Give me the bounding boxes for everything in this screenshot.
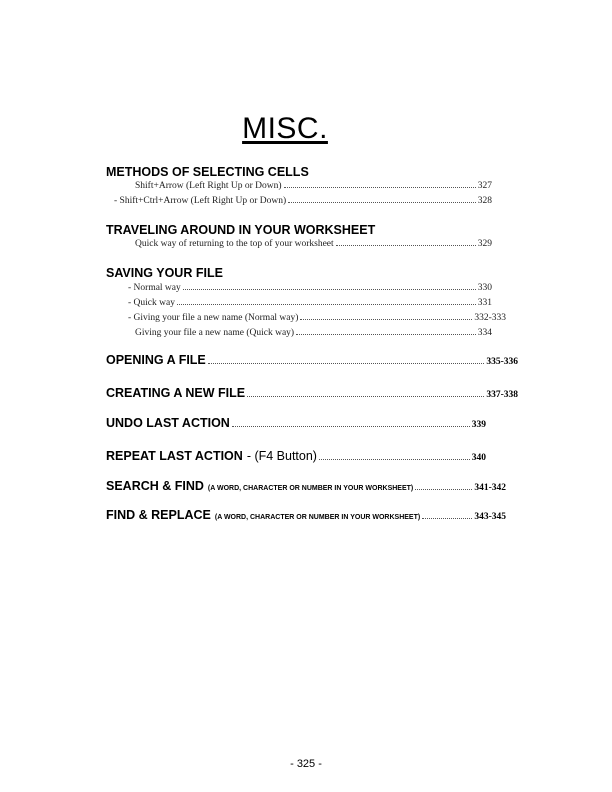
dot-leader <box>183 289 476 290</box>
toc-page-number: 335-336 <box>486 357 518 367</box>
page-number-footer: - 325 - <box>290 758 322 770</box>
toc-heading-text: SEARCH & FIND <box>106 479 204 493</box>
toc-heading-text: FIND & REPLACE <box>106 508 211 522</box>
toc-entry-text: - Quick way <box>128 298 175 308</box>
dot-leader <box>296 334 476 335</box>
toc-heading-undo <box>106 416 486 430</box>
toc-heading-creating <box>106 386 518 400</box>
toc-heading-repeat <box>106 449 486 463</box>
toc-entry-text: Quick way of returning to the top of your worksheet <box>135 239 334 249</box>
toc-entry <box>128 283 492 293</box>
toc-page-number: 328 <box>477 196 492 206</box>
toc-page-number: 343-345 <box>474 512 506 522</box>
toc-heading-text: OPENING A FILE <box>106 353 206 367</box>
dot-leader <box>208 363 485 364</box>
dot-leader <box>336 245 476 246</box>
toc-entry <box>135 239 492 249</box>
dot-leader <box>415 489 472 490</box>
toc-page-number: 334 <box>477 328 492 338</box>
toc-page-number: 341-342 <box>474 483 506 493</box>
toc-heading-selecting-cells <box>106 165 309 179</box>
toc-entry <box>114 196 492 206</box>
toc-entry <box>135 328 492 338</box>
toc-page-number: 327 <box>477 181 492 191</box>
toc-page-number: 331 <box>477 298 492 308</box>
toc-heading-text: SAVING YOUR FILE <box>106 266 223 280</box>
toc-page-number: 340 <box>471 453 486 463</box>
toc-heading-note: (A WORD, CHARACTER OR NUMBER IN YOUR WORKSHEET) <box>207 485 414 492</box>
toc-heading-text: METHODS OF SELECTING CELLS <box>106 165 309 179</box>
dot-leader <box>284 187 476 188</box>
toc-heading-text: CREATING A NEW FILE <box>106 386 246 400</box>
toc-entry <box>135 181 492 191</box>
toc-entry-text: Shift+Arrow (Left Right Up or Down) <box>135 181 282 191</box>
toc-page-number: 337-338 <box>486 390 518 400</box>
toc-heading-suffix: - (F4 Button) <box>246 449 317 463</box>
toc-heading-traveling <box>106 223 375 237</box>
toc-heading-search-find <box>106 479 506 493</box>
toc-entry <box>128 298 492 308</box>
toc-heading-text: UNDO LAST ACTION <box>106 416 230 430</box>
dot-leader <box>177 304 476 305</box>
toc-page-number: 329 <box>477 239 492 249</box>
page-title: MISC. <box>242 112 328 145</box>
dot-leader <box>247 396 484 397</box>
dot-leader <box>300 319 472 320</box>
toc-page-number: 330 <box>477 283 492 293</box>
dot-leader <box>232 426 470 427</box>
toc-heading-note: (A WORD, CHARACTER OR NUMBER IN YOUR WORKSHEET) <box>214 514 421 521</box>
toc-entry <box>128 313 506 323</box>
toc-entry-text: Giving your file a new name (Quick way) <box>135 328 295 338</box>
toc-page-number: 332-333 <box>474 313 506 323</box>
toc-heading-text: REPEAT LAST ACTION <box>106 449 243 463</box>
toc-heading-opening <box>106 353 518 367</box>
dot-leader <box>319 459 470 460</box>
dot-leader <box>422 518 472 519</box>
dot-leader <box>288 202 476 203</box>
toc-entry-text: - Normal way <box>128 283 181 293</box>
toc-heading-text: TRAVELING AROUND IN YOUR WORKSHEET <box>106 223 376 237</box>
toc-entry-text: - Giving your file a new name (Normal way) <box>128 313 299 323</box>
toc-page-number: 339 <box>471 420 486 430</box>
toc-heading-saving <box>106 266 223 280</box>
toc-heading-find-replace <box>106 508 506 522</box>
toc-entry-text: - Shift+Ctrl+Arrow (Left Right Up or Down) <box>114 196 287 206</box>
